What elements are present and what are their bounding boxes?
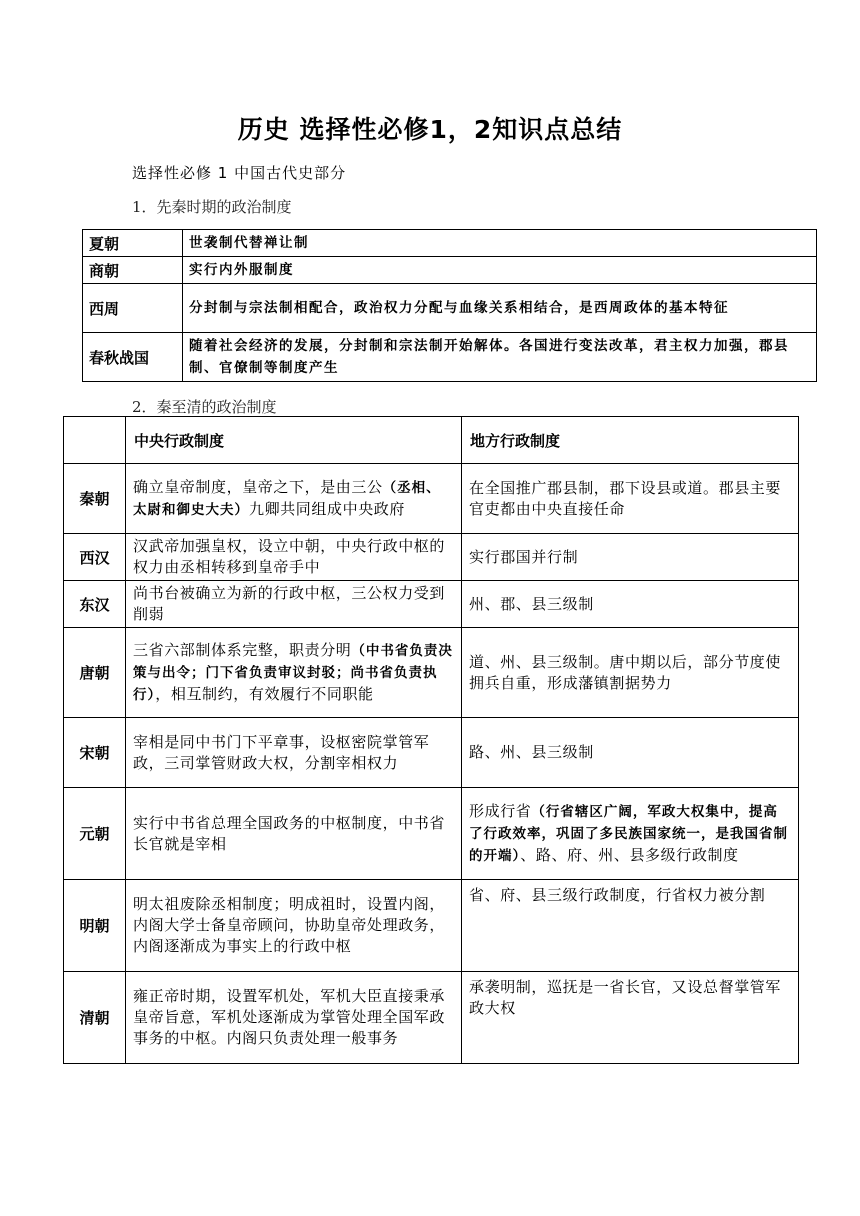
central-cell (126, 464, 462, 534)
central-text: 九卿共同组成中央政府 (249, 499, 406, 518)
local-text: 、路、府、州、县多级行政制度 (520, 845, 739, 864)
era-cell: 宋朝 (64, 718, 126, 788)
central-note: （中书省负责决策与出令；门下省负责审议封驳；尚书省负责执行） (133, 642, 453, 703)
central-cell: 宰相是同中书门下平章事，设枢密院掌管军政，三司掌管财政大权，分割宰相权力 (126, 718, 462, 788)
era-cell: 夏朝 (83, 230, 183, 257)
description-cell: 世袭制代替禅让制 (183, 230, 817, 257)
table-row (64, 581, 799, 628)
local-cell: 在全国推广郡县制，郡下设县或道。郡县主要官吏都由中央直接任命 (462, 464, 799, 534)
local-cell: 承袭明制，巡抚是一省长官，又设总督掌管军政大权 (462, 972, 799, 1064)
central-text: 确立皇帝制度，皇帝之下，是由三公 (133, 477, 383, 496)
description-cell: 分封制与宗法制相配合，政治权力分配与血缘关系相结合，是西周政体的基本特征 (183, 284, 817, 333)
table-row (64, 972, 799, 1064)
local-cell: 道、州、县三级制。唐中期以后，部分节度使拥兵自重，形成藩镇割据势力 (462, 628, 799, 718)
local-cell: 州、郡、县三级制 (462, 581, 799, 628)
table-row (64, 628, 799, 718)
central-cell (126, 628, 462, 718)
central-cell: 尚书台被确立为新的行政中枢，三公权力受到削弱 (126, 581, 462, 628)
section-heading-pre-qin: 1．先秦时期的政治制度 (132, 198, 292, 216)
table-row (83, 284, 817, 333)
era-cell: 商朝 (83, 257, 183, 284)
era-cell: 东汉 (64, 581, 126, 628)
era-cell: 明朝 (64, 880, 126, 972)
table-header-row (64, 417, 799, 464)
central-cell: 雍正帝时期，设置军机处，军机大臣直接秉承皇帝旨意，军机处逐渐成为掌管处理全国军政事务的中枢。内阁只负责处理一般事务 (126, 972, 462, 1064)
table-row (64, 880, 799, 972)
central-cell: 汉武帝加强皇权，设立中朝，中央行政中枢的权力由丞相转移到皇帝手中 (126, 534, 462, 581)
header-blank (64, 417, 126, 464)
table-row (64, 534, 799, 581)
era-cell: 元朝 (64, 788, 126, 880)
era-cell: 西汉 (64, 534, 126, 581)
central-text: 三省六部制体系完整，职责分明 (133, 640, 352, 659)
pre-qin-table (82, 229, 817, 382)
header-local: 地方行政制度 (462, 417, 799, 464)
table-row (64, 718, 799, 788)
era-cell: 清朝 (64, 972, 126, 1064)
table-row (64, 464, 799, 534)
central-cell: 明太祖废除丞相制度；明成祖时，设置内阁，内阁大学士备皇帝顾问，协助皇帝处理政务，内阁逐渐成为事实上的行政中枢 (126, 880, 462, 972)
local-note: （行省辖区广阔，军政大权集中，提高了行政效率，巩固了多民族国家统一，是我国省制的开端） (469, 803, 788, 864)
central-note: （丞相、太尉和御史大夫） (133, 479, 441, 518)
subtitle: 选择性必修 1 中国古代史部分 (132, 164, 347, 182)
era-cell: 西周 (83, 284, 183, 333)
local-cell: 实行郡国并行制 (462, 534, 799, 581)
table-row (83, 230, 817, 257)
central-text: ，相互制约，有效履行不同职能 (155, 684, 374, 703)
local-text: 形成行省 (469, 801, 532, 820)
imperial-table (63, 416, 799, 1064)
section-heading-imperial: 2．秦至清的政治制度 (132, 398, 277, 416)
era-cell: 秦朝 (64, 464, 126, 534)
header-central: 中央行政制度 (126, 417, 462, 464)
era-cell: 唐朝 (64, 628, 126, 718)
table-row (64, 788, 799, 880)
description-cell: 随着社会经济的发展，分封制和宗法制开始解体。各国进行变法改革，君主权力加强，郡县制、官僚制等制度产生 (183, 333, 817, 382)
page-title: 历史 选择性必修1，2知识点总结 (237, 115, 623, 144)
era-cell: 春秋战国 (83, 333, 183, 382)
local-cell (462, 788, 799, 880)
local-cell: 省、府、县三级行政制度，行省权力被分割 (462, 880, 799, 972)
table-row (83, 333, 817, 382)
central-cell: 实行中书省总理全国政务的中枢制度，中书省长官就是宰相 (126, 788, 462, 880)
description-cell: 实行内外服制度 (183, 257, 817, 284)
table-row (83, 257, 817, 284)
local-cell: 路、州、县三级制 (462, 718, 799, 788)
